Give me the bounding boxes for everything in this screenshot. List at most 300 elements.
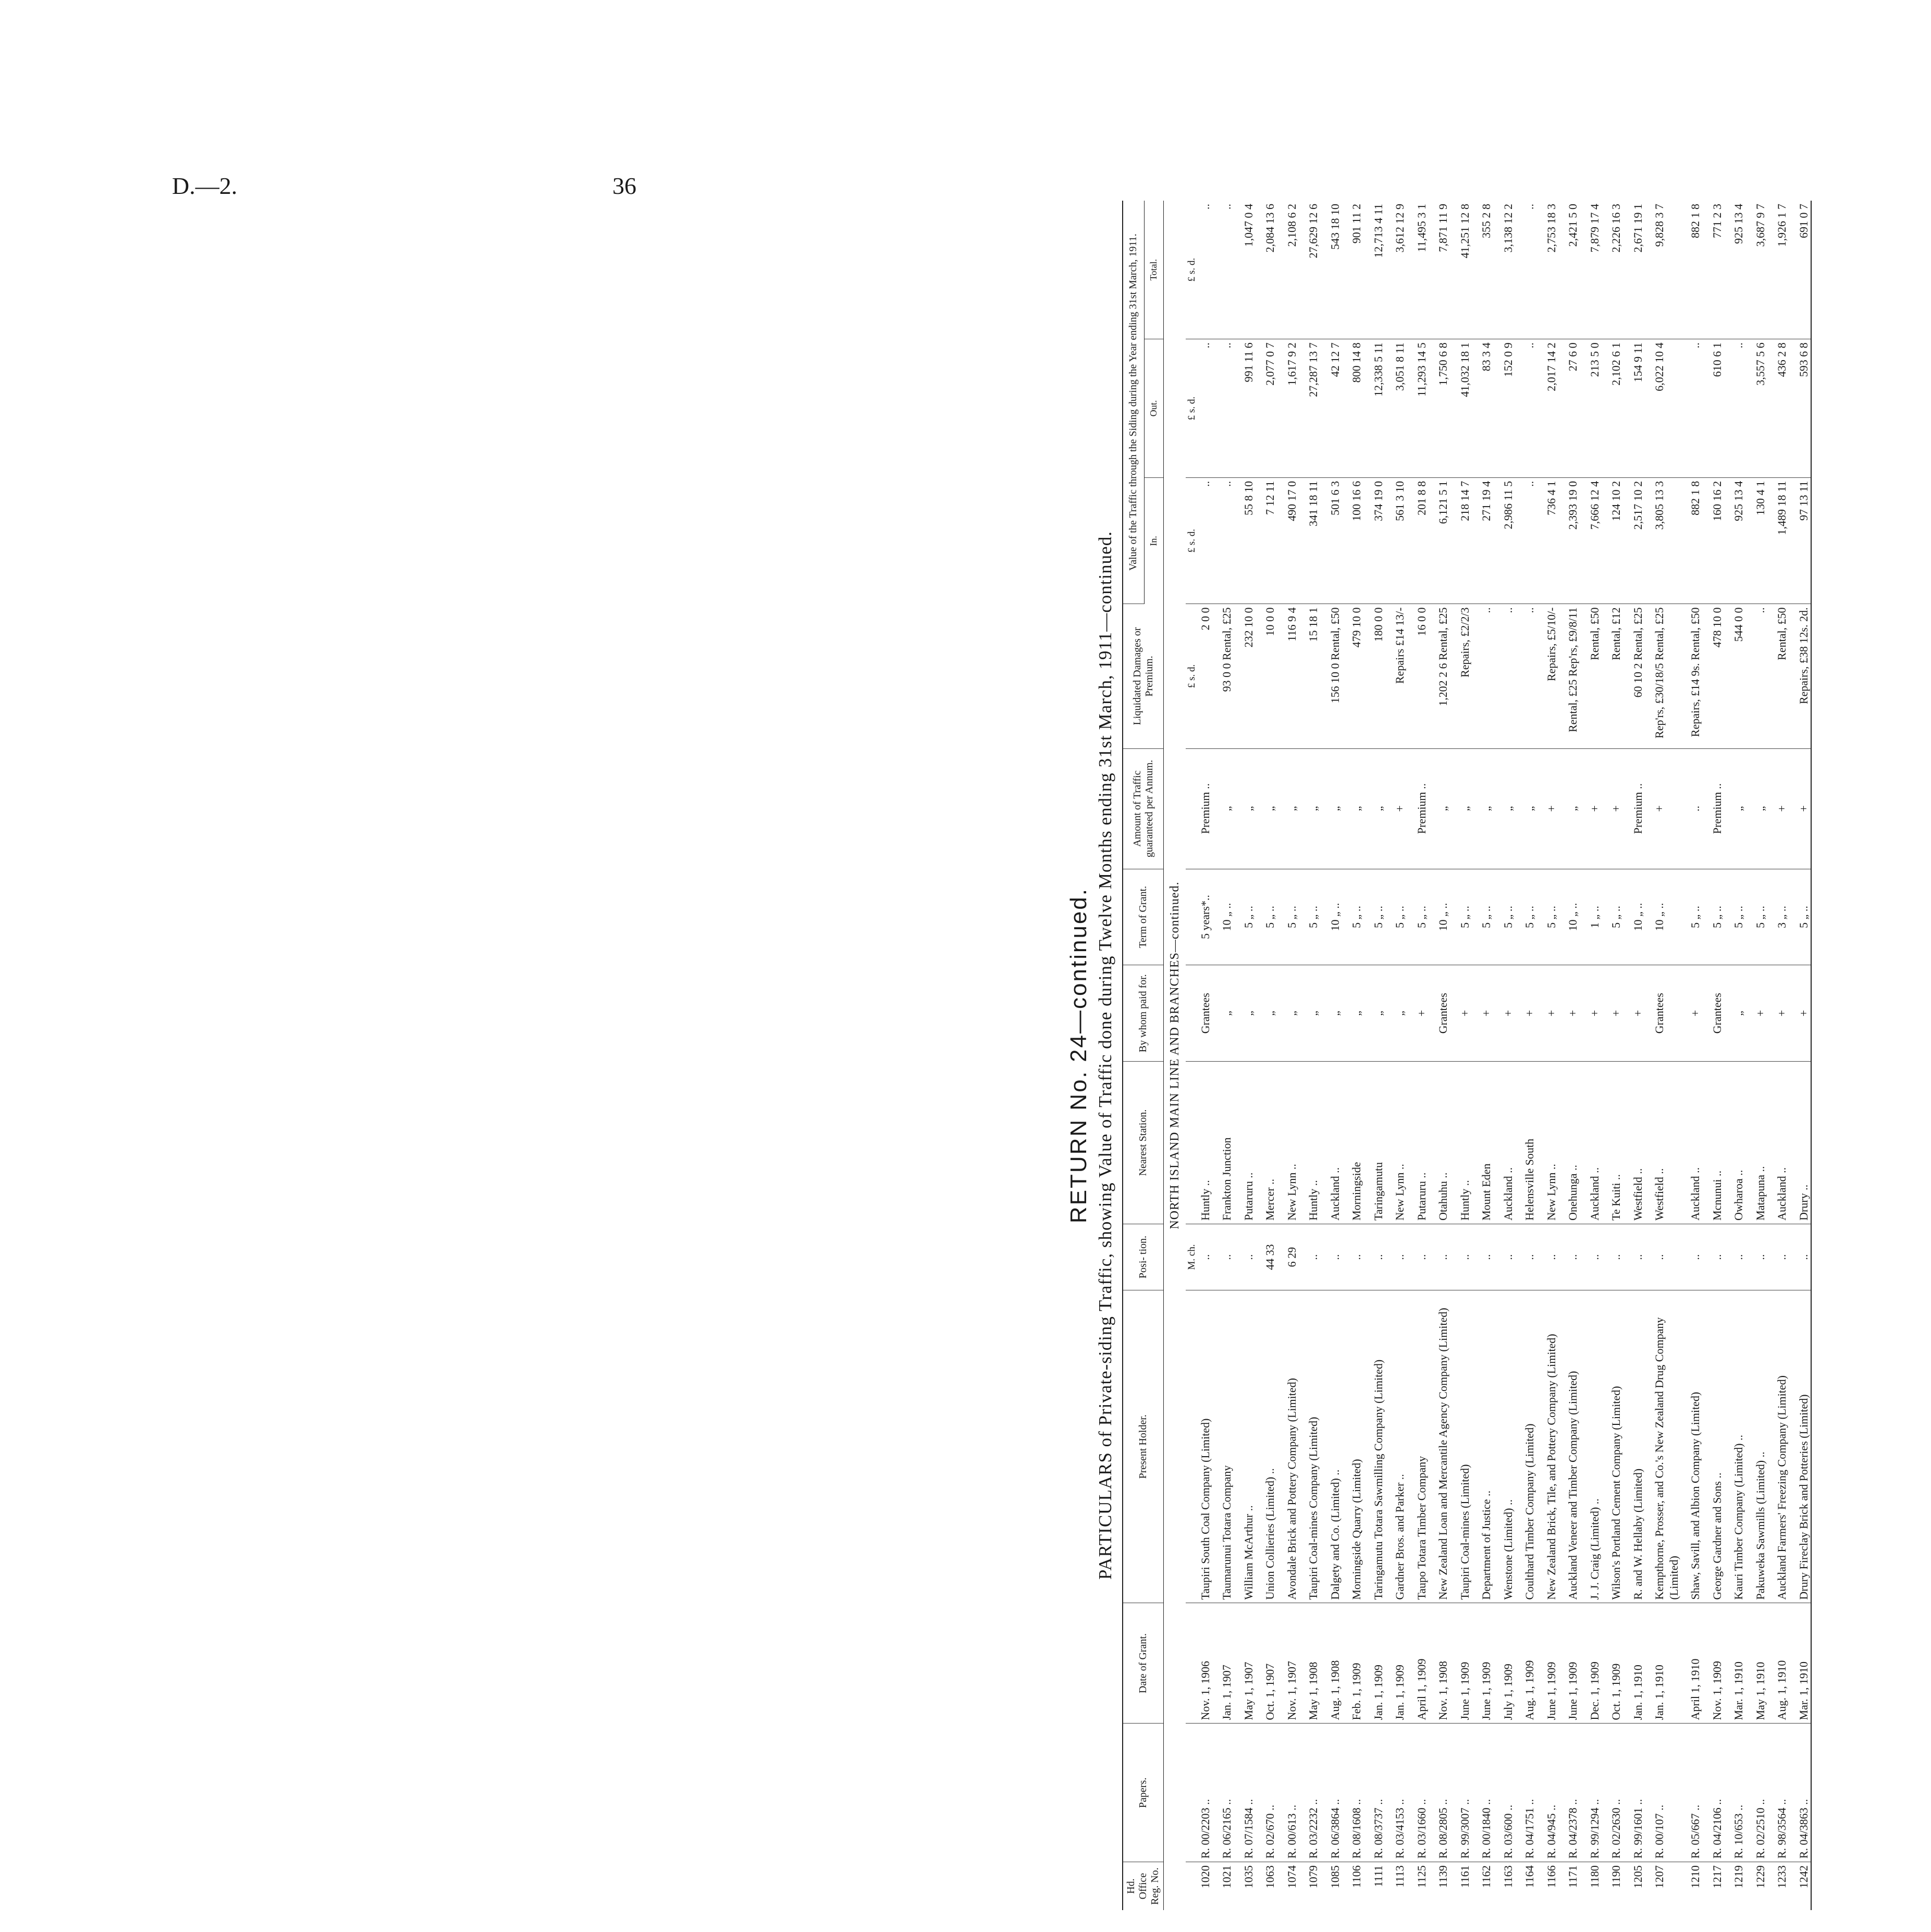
cell-out: 593 6 8 bbox=[1797, 339, 1812, 478]
cell-date: Jan. 1, 1910 bbox=[1652, 1603, 1681, 1724]
cell-term: 5 „ .. bbox=[1393, 869, 1407, 965]
cell-reg-no: 1106 bbox=[1350, 1865, 1363, 1888]
cell-position: .. bbox=[1522, 1224, 1537, 1290]
cell-station: Huntly .. bbox=[1198, 1062, 1213, 1224]
cell-papers: R. 99/1601 .. bbox=[1631, 1724, 1645, 1862]
row-spacer bbox=[1342, 201, 1349, 1910]
cell-holder: Kempthorne, Prosser, and Co.'s New Zealand Drug Company (Limited) bbox=[1652, 1290, 1681, 1603]
cell-date: Dec. 1, 1909 bbox=[1588, 1603, 1602, 1724]
cell-date: Aug. 1, 1908 bbox=[1328, 1603, 1343, 1724]
cell-paid-by: + bbox=[1753, 965, 1768, 1062]
col-station: Nearest Station. bbox=[1123, 1062, 1164, 1224]
cell-term: 10 „ .. bbox=[1631, 869, 1645, 965]
cell-date: Nov. 1, 1906 bbox=[1198, 1603, 1213, 1724]
row-spacer bbox=[1234, 201, 1241, 1910]
cell-in: 1,489 18 11 bbox=[1775, 477, 1789, 604]
cell-total: 2,084 13 6 bbox=[1263, 201, 1277, 339]
cell-holder: Kauri Timber Company (Limited) .. bbox=[1731, 1290, 1746, 1603]
cell-paid-by: Grantees bbox=[1710, 965, 1725, 1062]
cell-paid-by: + bbox=[1415, 965, 1429, 1062]
unit-row bbox=[1186, 201, 1198, 1910]
cell-guaranteed: Premium .. bbox=[1631, 748, 1645, 869]
cell-out: 1,617 9 2 bbox=[1285, 339, 1299, 478]
cell-out: 800 14 8 bbox=[1349, 339, 1364, 478]
cell-term: 5 „ .. bbox=[1501, 869, 1516, 965]
cell-in: 130 4 1 bbox=[1753, 477, 1768, 604]
table-row bbox=[1415, 201, 1429, 1910]
table-row bbox=[1609, 201, 1623, 1910]
cell-position: .. bbox=[1710, 1224, 1725, 1290]
table-row bbox=[1458, 201, 1472, 1910]
cell-damages: Repairs, £5/10/- bbox=[1544, 604, 1559, 748]
cell-position: .. bbox=[1415, 1224, 1429, 1290]
cell-term: 5 „ .. bbox=[1609, 869, 1623, 965]
cell-total: 2,108 6 2 bbox=[1285, 201, 1299, 339]
cell-papers: R. 03/4153 .. bbox=[1393, 1724, 1407, 1862]
cell-term: 5 „ .. bbox=[1797, 869, 1812, 965]
cell-total: 41,251 12 8 bbox=[1458, 201, 1472, 339]
particulars-heading: PARTICULARS of Private-siding Traffic, showing Value of Traffic done during Twelve Months ending 31st March, 1911—continued. bbox=[1095, 531, 1115, 1580]
row-spacer bbox=[1724, 201, 1731, 1910]
cell-papers: R. 07/1584 .. bbox=[1241, 1724, 1256, 1862]
cell-term: 10 „ .. bbox=[1566, 869, 1580, 965]
cell-date: Oct. 1, 1909 bbox=[1609, 1603, 1623, 1724]
cell-in: 160 16 2 bbox=[1710, 477, 1725, 604]
cell-paid-by: + bbox=[1609, 965, 1623, 1062]
cell-paid-by: „ bbox=[1371, 965, 1386, 1062]
cell-position: .. bbox=[1349, 1224, 1364, 1290]
cell-damages: .. bbox=[1501, 604, 1516, 748]
cell-in: 7 12 11 bbox=[1263, 477, 1277, 604]
cell-position: .. bbox=[1731, 1224, 1746, 1290]
cell-total: 901 11 2 bbox=[1349, 201, 1364, 339]
table-row bbox=[1631, 201, 1645, 1910]
cell-station: Mount Eden bbox=[1479, 1062, 1494, 1224]
cell-paid-by: + bbox=[1544, 965, 1559, 1062]
cell-position: .. bbox=[1436, 1224, 1450, 1290]
unit-position: M. ch. bbox=[1186, 1224, 1198, 1290]
cell-date: Aug. 1, 1910 bbox=[1775, 1603, 1789, 1724]
cell-paid-by: „ bbox=[1731, 965, 1746, 1062]
cell-holder: Auckland Farmers' Freezing Company (Limited) bbox=[1775, 1290, 1789, 1603]
cell-paid-by: + bbox=[1797, 965, 1812, 1062]
cell-reg-no: 1020 bbox=[1198, 1865, 1212, 1889]
cell-paid-by: + bbox=[1688, 965, 1703, 1062]
cell-position: .. bbox=[1501, 1224, 1516, 1290]
cell-guaranteed: „ bbox=[1501, 748, 1516, 869]
unit-out: £ s. d. bbox=[1186, 339, 1198, 478]
cell-paid-by: + bbox=[1588, 965, 1602, 1062]
cell-station: Auckland .. bbox=[1328, 1062, 1343, 1224]
col-date: Date of Grant. bbox=[1123, 1603, 1164, 1724]
cell-papers: R. 04/3863 .. bbox=[1797, 1724, 1812, 1862]
cell-total: 543 18 10 bbox=[1328, 201, 1343, 339]
cell-out: 3,051 8 11 bbox=[1393, 339, 1407, 478]
cell-date: Jan. 1, 1907 bbox=[1220, 1603, 1234, 1724]
cell-term: 5 „ .. bbox=[1285, 869, 1299, 965]
row-spacer bbox=[1703, 201, 1710, 1910]
cell-holder: New Zealand Brick, Tile, and Pottery Company (Limited) bbox=[1544, 1290, 1559, 1603]
cell-guaranteed: Premium .. bbox=[1198, 748, 1213, 869]
table-row bbox=[1328, 201, 1343, 1910]
cell-station: Owharoa .. bbox=[1731, 1062, 1746, 1224]
cell-station: Onehunga .. bbox=[1566, 1062, 1580, 1224]
cell-term: 10 „ .. bbox=[1436, 869, 1450, 965]
cell-damages: Repairs, £14 9s. Rental, £50 bbox=[1688, 604, 1703, 748]
cell-papers: R. 08/3737 .. bbox=[1371, 1724, 1386, 1862]
cell-date: Mar. 1, 1910 bbox=[1797, 1603, 1812, 1724]
cell-station: Mcnunui .. bbox=[1710, 1062, 1725, 1224]
cell-reg-no: 1242 bbox=[1797, 1862, 1812, 1910]
cell-in: 374 19 0 bbox=[1371, 477, 1386, 604]
cell-guaranteed: „ bbox=[1731, 748, 1746, 869]
cell-station: Putaruru .. bbox=[1241, 1062, 1256, 1224]
cell-station: New Lynn .. bbox=[1393, 1062, 1407, 1224]
table-row bbox=[1306, 201, 1321, 1910]
col-guaranteed: Amount of Traffic guaranteed per Annum. bbox=[1123, 748, 1164, 869]
cell-reg-no: 1125 bbox=[1415, 1865, 1428, 1888]
cell-in: 218 14 7 bbox=[1458, 477, 1472, 604]
cell-holder: Wenstone (Limited) .. bbox=[1501, 1290, 1516, 1603]
cell-term: 5 „ .. bbox=[1522, 869, 1537, 965]
cell-out: 991 11 6 bbox=[1241, 339, 1256, 478]
cell-guaranteed: .. bbox=[1688, 748, 1703, 869]
rotated-page-content bbox=[1066, 201, 1931, 1910]
cell-date: Jan. 1, 1909 bbox=[1393, 1603, 1407, 1724]
cell-holder: Taupo Totara Timber Company bbox=[1415, 1290, 1429, 1603]
cell-guaranteed: + bbox=[1393, 748, 1407, 869]
cell-guaranteed: „ bbox=[1306, 748, 1321, 869]
cell-total: 12,713 4 11 bbox=[1371, 201, 1386, 339]
cell-total: 27,629 12 6 bbox=[1306, 201, 1321, 339]
cell-position: .. bbox=[1631, 1224, 1645, 1290]
cell-damages: 2 0 0 bbox=[1198, 604, 1213, 748]
cell-out: 83 3 4 bbox=[1479, 339, 1494, 478]
private-siding-traffic-table bbox=[1122, 201, 1812, 1910]
cell-reg-no: 1021 bbox=[1220, 1865, 1234, 1889]
col-paid-by: By whom paid for. bbox=[1123, 965, 1164, 1062]
cell-position: .. bbox=[1371, 1224, 1386, 1290]
cell-in: 2,986 11 5 bbox=[1501, 477, 1516, 604]
cell-position: .. bbox=[1753, 1224, 1768, 1290]
cell-reg-no: 1233 bbox=[1775, 1865, 1789, 1889]
cell-reg-no: 1035 bbox=[1241, 1865, 1255, 1889]
cell-station: Westfield .. bbox=[1652, 1062, 1681, 1224]
cell-in: 97 13 11 bbox=[1797, 477, 1812, 604]
cell-term: 5 „ .. bbox=[1710, 869, 1725, 965]
cell-damages: Repairs, £2/2/3 bbox=[1458, 604, 1472, 748]
cell-position: .. bbox=[1609, 1224, 1623, 1290]
col-damages: Liquidated Damages or Premium. bbox=[1123, 604, 1164, 748]
cell-papers: R. 06/2165 .. bbox=[1220, 1724, 1234, 1862]
cell-out: .. bbox=[1522, 339, 1537, 478]
row-spacer bbox=[1256, 201, 1263, 1910]
cell-date: May 1, 1910 bbox=[1753, 1603, 1768, 1724]
cell-date: Nov. 1, 1908 bbox=[1436, 1603, 1450, 1724]
cell-guaranteed: „ bbox=[1328, 748, 1343, 869]
table-row bbox=[1198, 201, 1213, 1910]
cell-paid-by: Grantees bbox=[1652, 965, 1681, 1062]
cell-holder: Shaw, Savill, and Albion Company (Limited) bbox=[1688, 1290, 1703, 1603]
cell-position: .. bbox=[1220, 1224, 1234, 1290]
cell-station: Helensville South bbox=[1522, 1062, 1537, 1224]
cell-position: .. bbox=[1588, 1224, 1602, 1290]
cell-papers: R. 04/945 .. bbox=[1544, 1724, 1559, 1862]
cell-guaranteed: „ bbox=[1241, 748, 1256, 869]
cell-date: Nov. 1, 1909 bbox=[1710, 1603, 1725, 1724]
cell-station: Mercer .. bbox=[1263, 1062, 1277, 1224]
row-spacer bbox=[1515, 201, 1522, 1910]
cell-station: Te Kuiti .. bbox=[1609, 1062, 1623, 1224]
unit-damages: £ s. d. bbox=[1186, 604, 1198, 748]
cell-term: 10 „ .. bbox=[1220, 869, 1234, 965]
row-spacer bbox=[1385, 201, 1393, 1910]
table-row bbox=[1349, 201, 1364, 1910]
cell-out: 436 2 8 bbox=[1775, 339, 1789, 478]
cell-out: .. bbox=[1220, 339, 1234, 478]
table-row bbox=[1688, 201, 1703, 1910]
cell-holder: Taumarunui Totara Company bbox=[1220, 1290, 1234, 1603]
cell-papers: R. 10/653 .. bbox=[1731, 1724, 1746, 1862]
cell-date: April 1, 1910 bbox=[1688, 1603, 1703, 1724]
cell-papers: R. 04/2106 .. bbox=[1710, 1724, 1725, 1862]
cell-out: 3,557 5 6 bbox=[1753, 339, 1768, 478]
cell-reg-no: 1190 bbox=[1609, 1865, 1623, 1888]
cell-papers: R. 04/2378 .. bbox=[1566, 1724, 1580, 1862]
cell-reg-no: 1074 bbox=[1285, 1865, 1298, 1889]
col-out: Out. bbox=[1144, 339, 1163, 478]
document-code: D.—2. bbox=[172, 173, 238, 199]
cell-station: Auckland .. bbox=[1775, 1062, 1789, 1224]
cell-reg-no: 1113 bbox=[1393, 1865, 1407, 1888]
row-spacer bbox=[1407, 201, 1415, 1910]
col-total: Total. bbox=[1144, 201, 1163, 339]
cell-damages: 478 10 0 bbox=[1710, 604, 1725, 748]
cell-term: 5 years*.. bbox=[1198, 869, 1213, 965]
cell-term: 5 „ .. bbox=[1306, 869, 1321, 965]
cell-reg-no: 1161 bbox=[1458, 1865, 1471, 1888]
cell-holder: Taringamutu Totara Sawmilling Company (Limited) bbox=[1371, 1290, 1386, 1603]
cell-guaranteed: + bbox=[1652, 748, 1681, 869]
row-spacer bbox=[1494, 201, 1501, 1910]
cell-holder: Wilson's Portland Cement Company (Limited) bbox=[1609, 1290, 1623, 1603]
cell-in: 3,805 13 3 bbox=[1652, 477, 1681, 604]
cell-papers: R. 02/2630 .. bbox=[1609, 1724, 1623, 1862]
cell-position: .. bbox=[1241, 1224, 1256, 1290]
cell-papers: R. 02/2510 .. bbox=[1753, 1724, 1768, 1862]
cell-reg-no: 1217 bbox=[1710, 1865, 1724, 1889]
cell-holder: Coulthard Timber Company (Limited) bbox=[1522, 1290, 1537, 1603]
cell-guaranteed: „ bbox=[1436, 748, 1450, 869]
table-row bbox=[1220, 201, 1234, 1910]
cell-total: 3,138 12 2 bbox=[1501, 201, 1516, 339]
cell-date: May 1, 1907 bbox=[1241, 1603, 1256, 1724]
cell-term: 5 „ .. bbox=[1241, 869, 1256, 965]
cell-date: Jan. 1, 1909 bbox=[1371, 1603, 1386, 1724]
cell-damages: 60 10 2 Rental, £25 bbox=[1631, 604, 1645, 748]
cell-damages: Rep'rs, £30/18/5 Rental, £25 bbox=[1652, 604, 1681, 748]
col-in: In. bbox=[1144, 477, 1163, 604]
cell-holder: R. and W. Hellaby (Limited) bbox=[1631, 1290, 1645, 1603]
cell-date: Jan. 1, 1910 bbox=[1631, 1603, 1645, 1724]
cell-out: 610 6 1 bbox=[1710, 339, 1725, 478]
cell-holder: Taupiri Coal-mines (Limited) bbox=[1458, 1290, 1472, 1603]
cell-out: 154 9 11 bbox=[1631, 339, 1645, 478]
cell-out: 2,077 0 7 bbox=[1263, 339, 1277, 478]
cell-papers: R. 04/1751 .. bbox=[1522, 1724, 1537, 1862]
cell-damages: 479 10 0 bbox=[1349, 604, 1364, 748]
cell-paid-by: + bbox=[1566, 965, 1580, 1062]
cell-reg-no: 1210 bbox=[1689, 1865, 1702, 1889]
cell-total: 3,687 9 7 bbox=[1753, 201, 1768, 339]
table-row bbox=[1522, 201, 1537, 1910]
cell-holder: Pakuweka Sawmills (Limited) .. bbox=[1753, 1290, 1768, 1603]
cell-term: 5 „ .. bbox=[1479, 869, 1494, 965]
cell-in: 925 13 4 bbox=[1731, 477, 1746, 604]
table-row bbox=[1710, 201, 1725, 1910]
cell-reg-no: 1229 bbox=[1753, 1865, 1767, 1889]
section-heading: NORTH ISLAND MAIN LINE AND BRANCHES—continued. bbox=[1168, 881, 1182, 1229]
row-spacer bbox=[1558, 201, 1566, 1910]
cell-total: 9,828 3 7 bbox=[1652, 201, 1681, 339]
cell-holder: George Gardner and Sons .. bbox=[1710, 1290, 1725, 1603]
cell-position: .. bbox=[1775, 1224, 1789, 1290]
cell-total: 771 2 3 bbox=[1710, 201, 1725, 339]
cell-guaranteed: „ bbox=[1349, 748, 1364, 869]
cell-reg-no: 1163 bbox=[1501, 1865, 1515, 1888]
cell-station: New Lynn .. bbox=[1285, 1062, 1299, 1224]
cell-guaranteed: „ bbox=[1753, 748, 1768, 869]
table-row bbox=[1652, 201, 1681, 1910]
cell-total: 3,612 12 9 bbox=[1393, 201, 1407, 339]
cell-date: July 1, 1909 bbox=[1501, 1603, 1516, 1724]
cell-damages: .. bbox=[1753, 604, 1768, 748]
cell-papers: R. 08/1608 .. bbox=[1349, 1724, 1364, 1862]
cell-out: 213 5 0 bbox=[1588, 339, 1602, 478]
cell-holder: Gardner Bros. and Parker .. bbox=[1393, 1290, 1407, 1603]
row-spacer bbox=[1429, 201, 1436, 1910]
cell-guaranteed: „ bbox=[1566, 748, 1580, 869]
table-row bbox=[1566, 201, 1580, 1910]
cell-station: Otahuhu .. bbox=[1436, 1062, 1450, 1224]
cell-position: .. bbox=[1458, 1224, 1472, 1290]
cell-in: 6,121 5 1 bbox=[1436, 477, 1450, 604]
cell-damages: Repairs, £38 12s. 2d. bbox=[1797, 604, 1812, 748]
col-position: Posi- tion. bbox=[1123, 1224, 1164, 1290]
cell-total: 2,671 19 1 bbox=[1631, 201, 1645, 339]
cell-in: .. bbox=[1198, 477, 1213, 604]
cell-guaranteed: „ bbox=[1263, 748, 1277, 869]
cell-total: 882 1 8 bbox=[1688, 201, 1703, 339]
cell-reg-no: 1063 bbox=[1263, 1865, 1277, 1889]
cell-paid-by: + bbox=[1501, 965, 1516, 1062]
row-spacer bbox=[1580, 201, 1588, 1910]
cell-in: 501 6 3 bbox=[1328, 477, 1343, 604]
cell-position: .. bbox=[1544, 1224, 1559, 1290]
cell-term: 3 „ .. bbox=[1775, 869, 1789, 965]
cell-date: June 1, 1909 bbox=[1458, 1603, 1472, 1724]
row-spacer bbox=[1602, 201, 1609, 1910]
cell-paid-by: „ bbox=[1220, 965, 1234, 1062]
cell-out: 1,750 6 8 bbox=[1436, 339, 1450, 478]
cell-guaranteed: + bbox=[1775, 748, 1789, 869]
row-spacer bbox=[1789, 201, 1797, 1910]
table-row bbox=[1775, 201, 1789, 1910]
cell-term: 5 „ .. bbox=[1753, 869, 1768, 965]
cell-date: Oct. 1, 1907 bbox=[1263, 1603, 1277, 1724]
cell-papers: R. 00/613 .. bbox=[1285, 1724, 1299, 1862]
cell-in: 882 1 8 bbox=[1688, 477, 1703, 604]
cell-reg-no: 1079 bbox=[1307, 1865, 1320, 1889]
cell-total: 2,421 5 0 bbox=[1566, 201, 1580, 339]
cell-guaranteed: „ bbox=[1458, 748, 1472, 869]
cell-guaranteed: „ bbox=[1371, 748, 1386, 869]
cell-holder: Auckland Veneer and Timber Company (Limited) bbox=[1566, 1290, 1580, 1603]
row-spacer bbox=[1537, 201, 1544, 1910]
cell-position: 44 33 bbox=[1263, 1224, 1277, 1290]
cell-out: 41,032 18 1 bbox=[1458, 339, 1472, 478]
cell-holder: Drury Fireclay Brick and Potteries (Limited) bbox=[1797, 1290, 1812, 1603]
section-row bbox=[1164, 201, 1186, 1910]
col-holder: Present Holder. bbox=[1123, 1290, 1164, 1603]
cell-reg-no: 1207 bbox=[1653, 1865, 1666, 1889]
table-row bbox=[1544, 201, 1559, 1910]
cell-damages: Rental, £12 bbox=[1609, 604, 1623, 748]
cell-guaranteed: „ bbox=[1220, 748, 1234, 869]
cell-term: 5 „ .. bbox=[1371, 869, 1386, 965]
cell-reg-no: 1164 bbox=[1523, 1865, 1536, 1888]
page-number: 36 bbox=[612, 173, 636, 199]
cell-date: June 1, 1909 bbox=[1566, 1603, 1580, 1724]
cell-in: 2,517 10 2 bbox=[1631, 477, 1645, 604]
cell-damages: 16 0 0 bbox=[1415, 604, 1429, 748]
cell-guaranteed: + bbox=[1797, 748, 1812, 869]
cell-guaranteed: Premium .. bbox=[1415, 748, 1429, 869]
return-title: RETURN No. 24—continued. bbox=[1066, 887, 1091, 1224]
cell-papers: R. 99/3007 .. bbox=[1458, 1724, 1472, 1862]
cell-paid-by: „ bbox=[1285, 965, 1299, 1062]
cell-position: .. bbox=[1198, 1224, 1213, 1290]
cell-paid-by: „ bbox=[1241, 965, 1256, 1062]
cell-out: 42 12 7 bbox=[1328, 339, 1343, 478]
cell-reg-no: 1171 bbox=[1566, 1865, 1580, 1888]
cell-date: June 1, 1909 bbox=[1544, 1603, 1559, 1724]
cell-station: Auckland .. bbox=[1588, 1062, 1602, 1224]
cell-paid-by: „ bbox=[1349, 965, 1364, 1062]
cell-term: 5 „ .. bbox=[1688, 869, 1703, 965]
cell-holder: Union Collieries (Limited) .. bbox=[1263, 1290, 1277, 1603]
cell-holder: Morningside Quarry (Limited) bbox=[1349, 1290, 1364, 1603]
cell-papers: R. 00/107 .. bbox=[1652, 1724, 1681, 1862]
cell-in: 2,393 19 0 bbox=[1566, 477, 1580, 604]
cell-reg-no: 1166 bbox=[1544, 1865, 1558, 1888]
cell-in: 490 17 0 bbox=[1285, 477, 1299, 604]
cell-station: Morningside bbox=[1349, 1062, 1364, 1224]
row-spacer bbox=[1321, 201, 1328, 1910]
col-value-group: Value of the Traffic through the Siding during the Year ending 31st March, 1911. bbox=[1123, 201, 1144, 604]
cell-damages: Repairs £14 13/- bbox=[1393, 604, 1407, 748]
cell-holder: Dalgety and Co. (Limited) .. bbox=[1328, 1290, 1343, 1603]
cell-position: .. bbox=[1566, 1224, 1580, 1290]
cell-damages: 93 0 0 Rental, £25 bbox=[1220, 604, 1234, 748]
cell-guaranteed: „ bbox=[1479, 748, 1494, 869]
cell-guaranteed: „ bbox=[1522, 748, 1537, 869]
cell-station: Auckland .. bbox=[1688, 1062, 1703, 1224]
cell-in: 124 10 2 bbox=[1609, 477, 1623, 604]
cell-date: Feb. 1, 1909 bbox=[1349, 1603, 1364, 1724]
cell-guaranteed: Premium .. bbox=[1710, 748, 1725, 869]
unit-in: £ s. d. bbox=[1186, 477, 1198, 604]
